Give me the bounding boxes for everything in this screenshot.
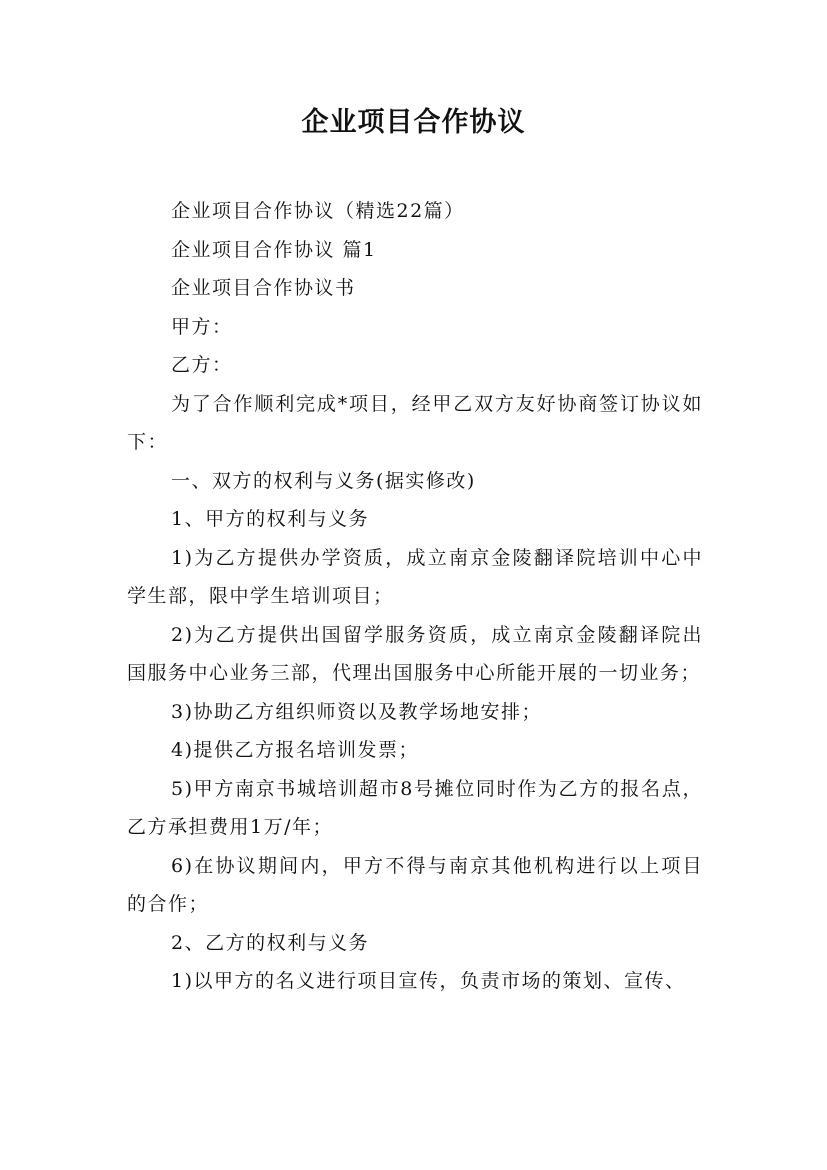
- paragraph-party-b: 乙方：: [171, 354, 233, 376]
- paragraph-preamble: 为了合作顺利完成*项目，经甲乙双方友好协商签订协议如下：: [127, 392, 703, 453]
- paragraph-a-item-1: 1)为乙方提供办学资质，成立南京金陵翻译院培训中心中学生部，限中学生培训项目；: [127, 546, 703, 607]
- paragraph-subtitle: 企业项目合作协议（精选22篇）: [171, 200, 465, 222]
- paragraph-party-a: 甲方：: [171, 315, 233, 338]
- document-body: [127, 192, 703, 1001]
- paragraph-a-item-6: 6)在协议期间内，甲方不得与南京其他机构进行以上项目的合作；: [127, 854, 703, 915]
- paragraph-a-item-3: 3)协助乙方组织师资以及教学场地安排；: [171, 700, 543, 723]
- paragraph-clause-heading: 一、双方的权利与义务(据实修改): [171, 469, 476, 492]
- paragraph-section-heading: 企业项目合作协议 篇1: [171, 238, 377, 261]
- paragraph-a-item-5: 5)甲方南京书城培训超市8号摊位同时作为乙方的报名点，乙方承担费用1万/年；: [127, 777, 703, 838]
- paragraph-party-a-heading: 1、甲方的权利与义务: [171, 508, 370, 530]
- paragraph-party-b-heading: 2、乙方的权利与义务: [171, 931, 370, 954]
- paragraph-agreement-title: 企业项目合作协议书: [171, 277, 356, 299]
- paragraph-a-item-4: 4)提供乙方报名培训发票；: [171, 739, 420, 761]
- paragraph-a-item-2: 2)为乙方提供出国留学服务资质，成立南京金陵翻译院出国服务中心业务三部，代理出国服务中心所能开展的一切业务；: [127, 623, 703, 684]
- document-title: 企业项目合作协议: [301, 107, 526, 138]
- paragraph-b-item-1: 1)以甲方的名义进行项目宣传，负责市场的策划、宣传、: [171, 970, 686, 992]
